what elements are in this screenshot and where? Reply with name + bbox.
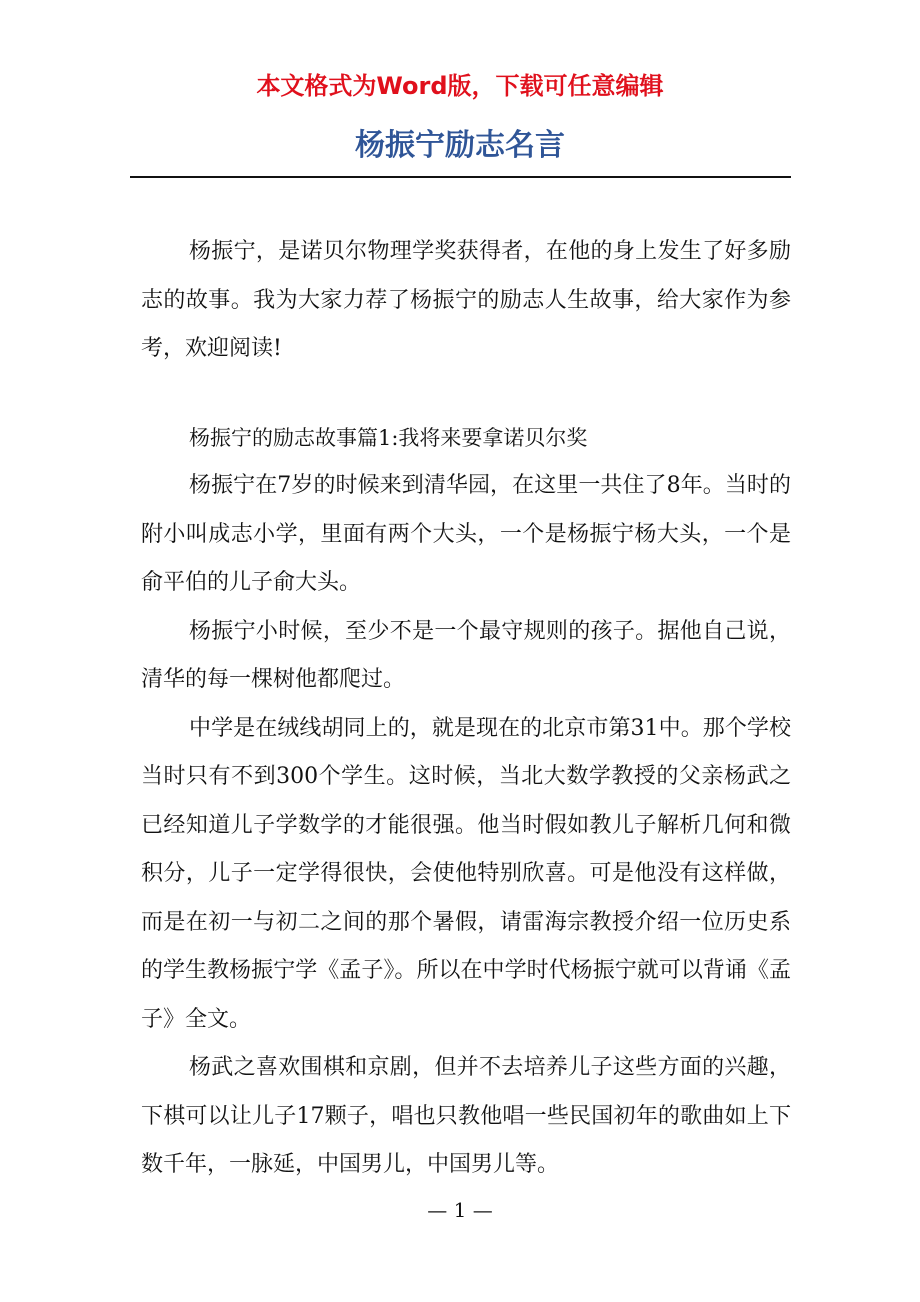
body-paragraph: 杨振宁在7岁的时候来到清华园，在这里一共住了8年。当时的附小叫成志小学，里面有两个大头，一个是杨振宁杨大头，一个是俞平伯的儿子俞大头。 [141,473,791,595]
document-body [141,228,791,1190]
title-divider [130,176,791,178]
body-paragraph: 杨武之喜欢围棋和京剧，但并不去培养儿子这些方面的兴趣，下棋可以让儿子17颗子，唱也只教他唱一些民国初年的歌曲如上下数千年，一脉延，中国男儿，中国男儿等。 [141,1055,791,1177]
body-paragraph: 杨振宁小时候，至少不是一个最守规则的孩子。据他自己说，清华的每一棵树他都爬过。 [141,618,791,692]
document-title: 杨振宁励志名言 [355,128,565,163]
section-heading: 杨振宁的励志故事篇1:我将来要拿诺贝尔奖 [189,425,588,450]
intro-paragraph: 杨振宁，是诺贝尔物理学奖获得者，在他的身上发生了好多励志的故事。我为大家力荐了杨振宁的励志人生故事，给大家作为参考，欢迎阅读! [141,239,791,361]
word-format-banner: 本文格式为Word版，下载可任意编辑 [256,72,664,100]
page-number: — 1 — [427,1198,493,1222]
body-paragraph: 中学是在绒线胡同上的，就是现在的北京市第31中。那个学校当时只有不到300个学生。这时候，当北大数学教授的父亲杨武之已经知道儿子学数学的才能很强。他当时假如教儿子解析几何和微积分，儿子一定学得很快，会使他特别欣喜。可是他没有这样做，而是在初一与初二之间的那个暑假，请雷海宗教授介绍一位历史系的学生教杨振宁学《孟子》。所以在中学时代杨振宁就可以背诵《孟子》全文。 [141,715,791,1032]
